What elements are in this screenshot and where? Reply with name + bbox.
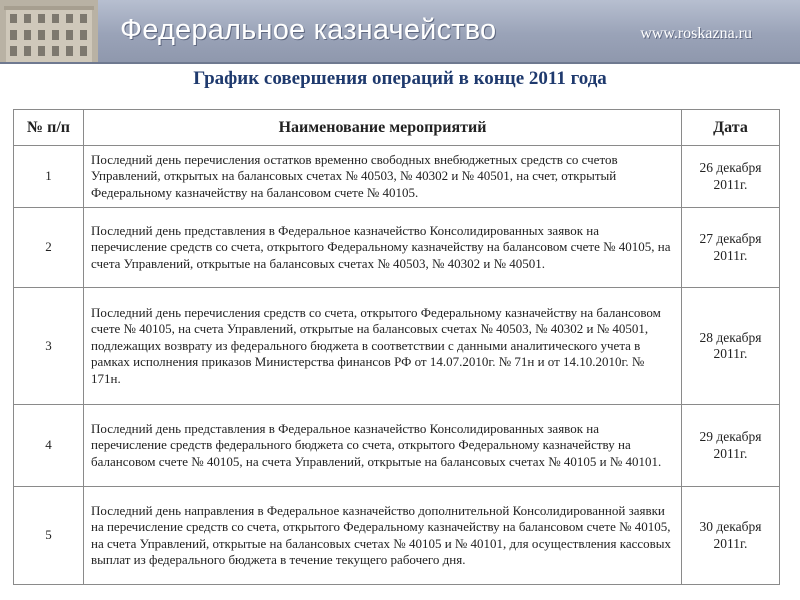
building-photo <box>0 0 98 62</box>
row-number: 1 <box>14 146 84 208</box>
table-header-row <box>14 110 780 146</box>
row-description: Последний день перечисления средств со счета, открытого Федеральному казначейству на балансовом счете № 40105, на счета Управлений, открытые на балансовых счетах № 40503, № 40302 и № 40501, подлежащих возврату из федерального бюджета в соответствии с данными аналитического учета в рамках исполнения приказов Министерства финансов РФ от 14.07.2010г. № 71н и от 14.10.2010г. № 171н. <box>84 288 682 405</box>
row-date: 27 декабря 2011г. <box>682 208 780 288</box>
row-date: 26 декабря 2011г. <box>682 146 780 208</box>
schedule-table <box>13 109 780 585</box>
row-description: Последний день направления в Федеральное казначейство дополнительной Консолидированной заявки на перечисление средств со счета, открытого Федеральному казначейству на балансовом счете № 40105, на счета Управлений, открытые на балансовых счетах № 40105 и № 40101, для осуществления кассовых выплат из федерального бюджета в течение текущего рабочего дня. <box>84 487 682 585</box>
header-banner <box>0 0 800 64</box>
header-url: www.roskazna.ru <box>640 25 752 42</box>
table-row <box>14 487 780 585</box>
row-date: 29 декабря 2011г. <box>682 405 780 487</box>
row-date: 30 декабря 2011г. <box>682 487 780 585</box>
table-row <box>14 288 780 405</box>
row-date: 28 декабря 2011г. <box>682 288 780 405</box>
row-number: 2 <box>14 208 84 288</box>
row-description: Последний день представления в Федеральное казначейство Консолидированных заявок на перечисление средств со счета, открытого Федеральному казначейству на балансовом счете № 40105, на счета Управлений, открытые на балансовых счетах № 40503, № 40302 и № 40501. <box>84 208 682 288</box>
header-title: Федеральное казначейство <box>120 14 497 46</box>
slide-title: График совершения операций в конце 2011 года <box>193 68 607 89</box>
row-description: Последний день перечисления остатков временно свободных внебюджетных средств со счетов Управлений, открытых на балансовых счетах № 40503, № 40302 и № 40501, на счет, открытый Федеральному казначейству на балансовом счете № 40105. <box>84 146 682 208</box>
table-row <box>14 208 780 288</box>
row-description: Последний день представления в Федеральное казначейство Консолидированных заявок на перечисление средств федерального бюджета со счета, открытого Федеральному казначейству на балансовом счете № 40105, на счета Управлений, открытые на балансовых счетах № 40105 и № 40101. <box>84 405 682 487</box>
schedule-table-container <box>13 109 779 587</box>
row-number: 5 <box>14 487 84 585</box>
column-header-date: Дата <box>682 110 780 146</box>
row-number: 3 <box>14 288 84 405</box>
column-header-name: Наименование мероприятий <box>84 110 682 146</box>
table-row <box>14 146 780 208</box>
row-number: 4 <box>14 405 84 487</box>
table-row <box>14 405 780 487</box>
column-header-number: № п/п <box>14 110 84 146</box>
